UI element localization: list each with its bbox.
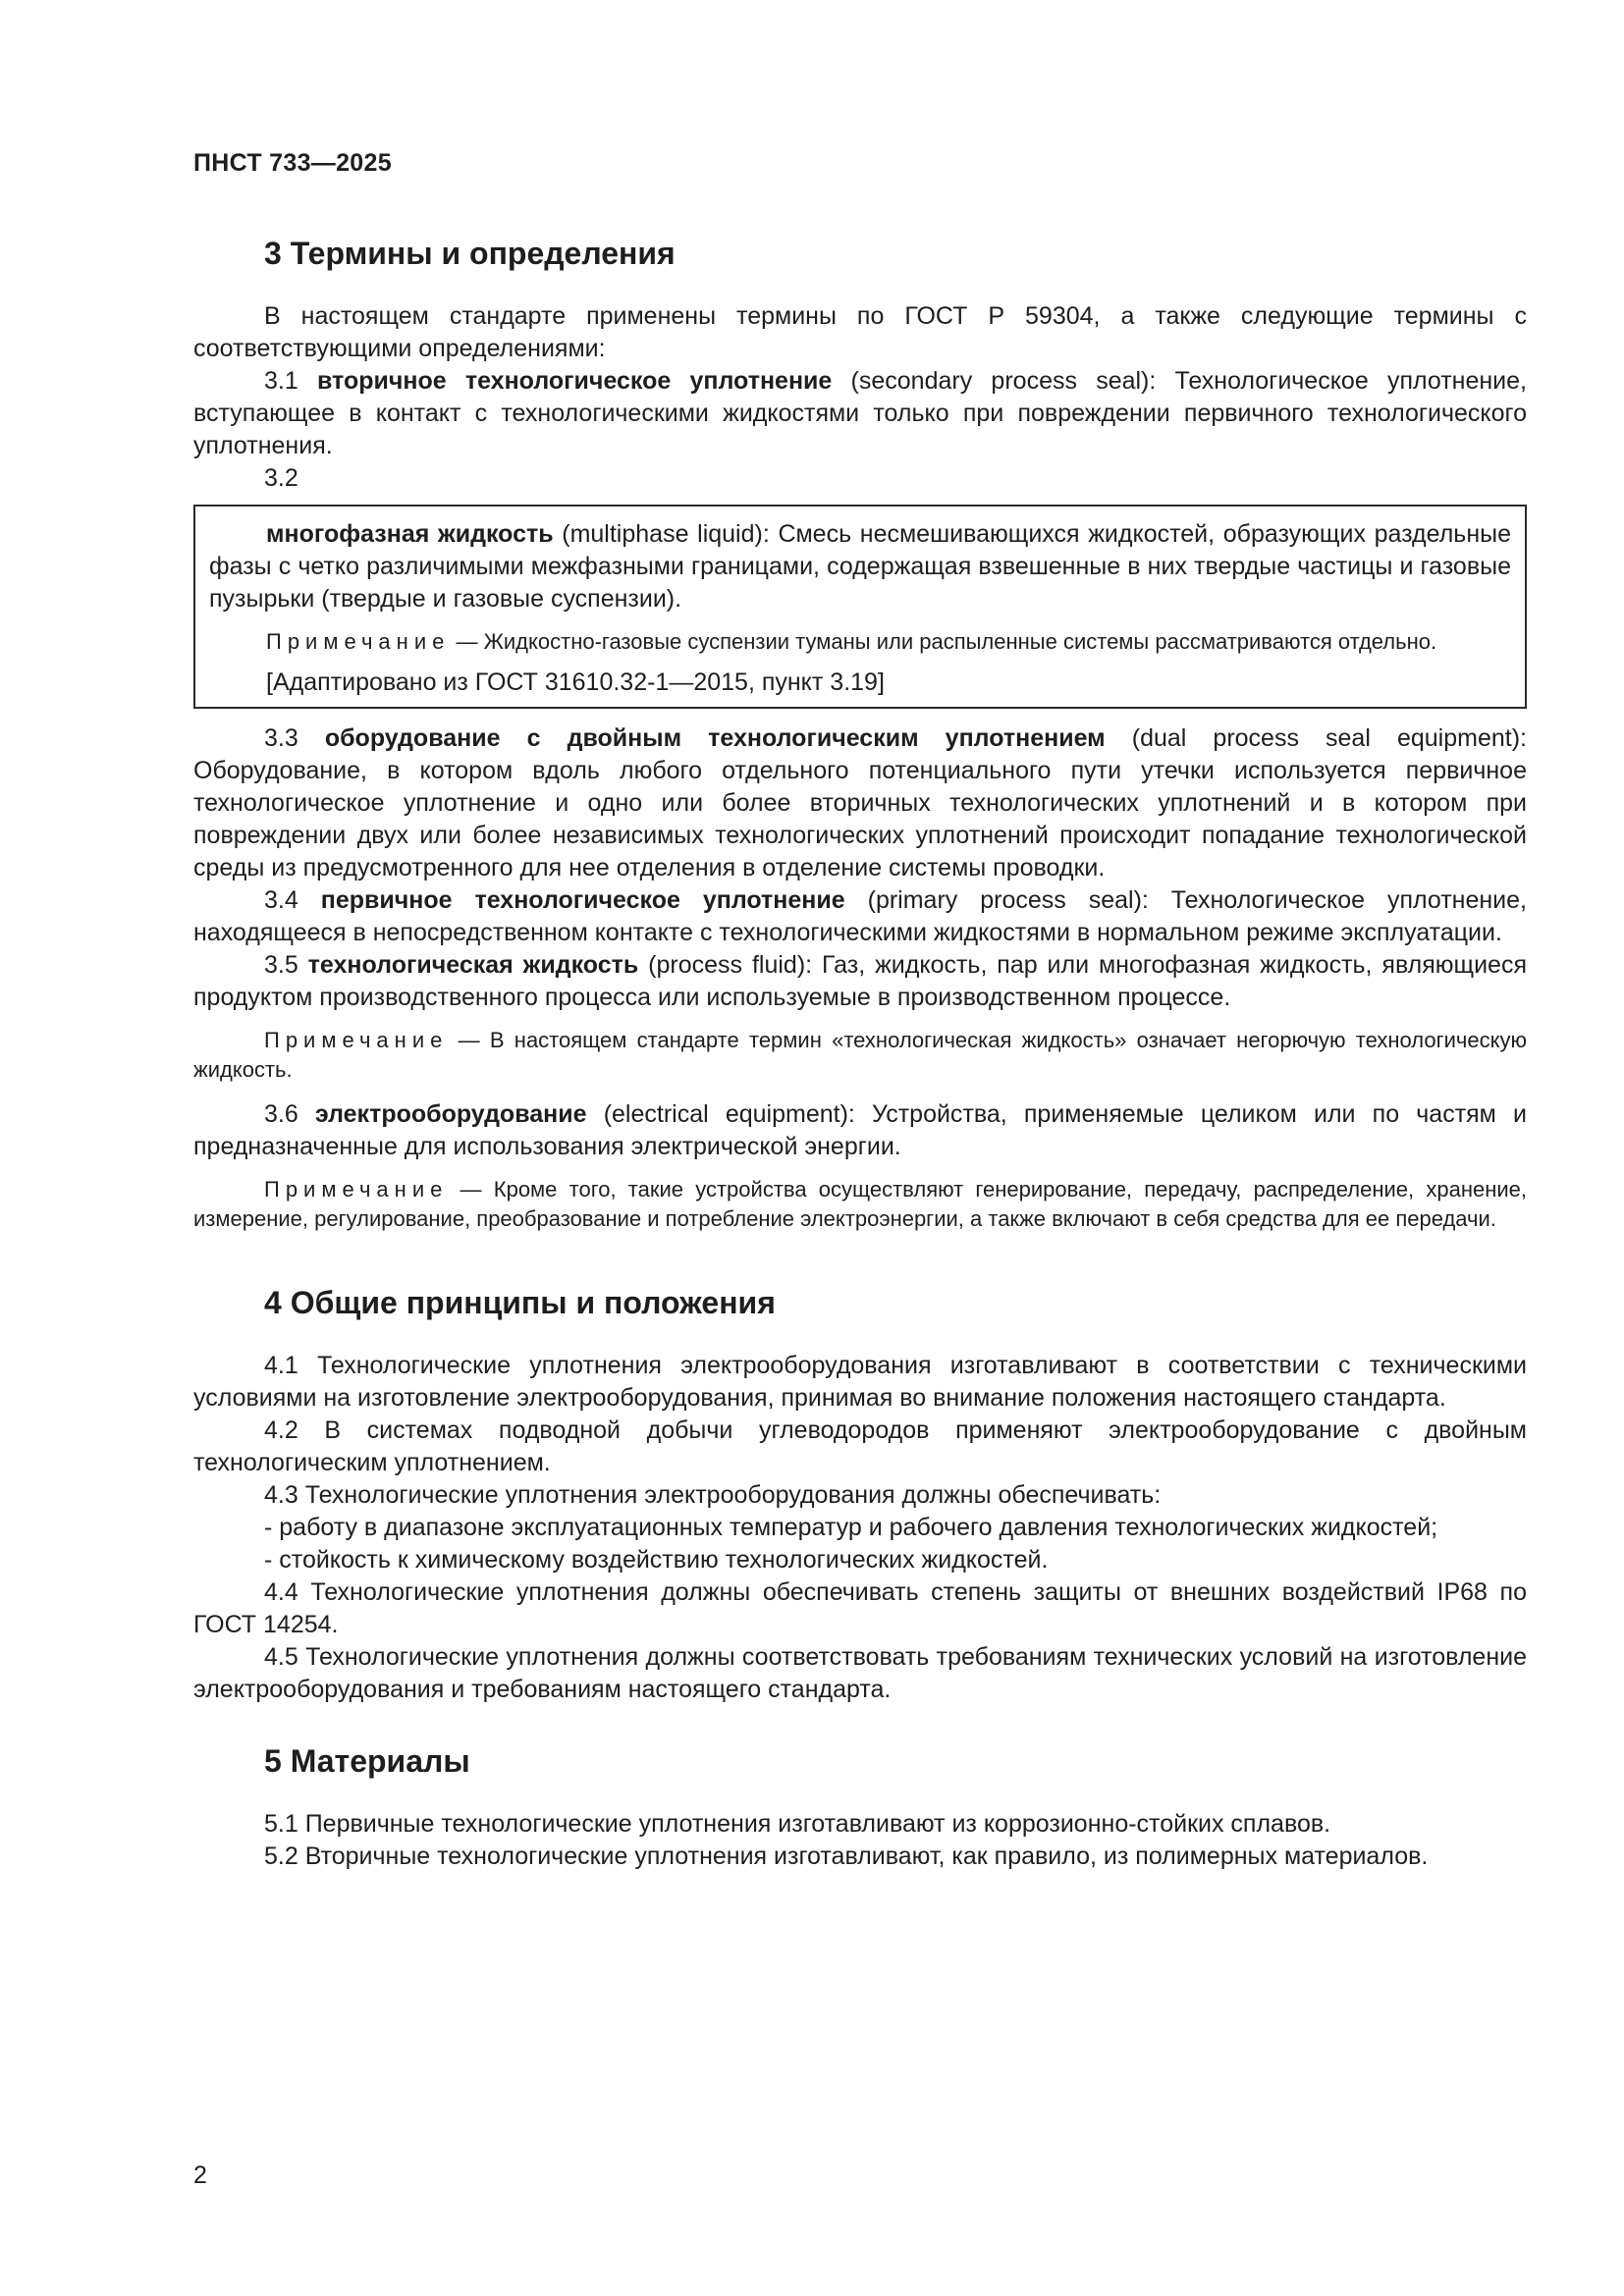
page-content bbox=[193, 234, 1527, 1873]
term-3-2-source: [Адаптировано из ГОСТ 31610.32-1—2015, пункт 3.19] bbox=[266, 668, 885, 696]
clause-4-4: 4.4 Технологические уплотнения должны обеспечивать степень защиты от внешних воздействий IP68 по ГОСТ 14254. bbox=[193, 1578, 1527, 1638]
note-label: Примечание bbox=[264, 1028, 449, 1052]
term-name: вторичное технологическое уплотнение bbox=[316, 367, 833, 395]
clause-4-2: 4.2 В системах подводной добычи углеводородов применяют электрооборудование с двойным технологическим уплотнением. bbox=[193, 1416, 1527, 1476]
term-3-2 bbox=[209, 518, 1511, 615]
page-number: 2 bbox=[193, 2162, 207, 2189]
term-3-3 bbox=[193, 722, 1527, 884]
clause-4-3-item-1: - работу в диапазоне эксплуатационных температур и рабочего давления технологических жидкостей; bbox=[264, 1514, 1438, 1541]
term-3-5 bbox=[193, 949, 1527, 1014]
term-name: электрооборудование bbox=[314, 1100, 587, 1128]
note-label: Примечание bbox=[266, 629, 451, 654]
term-name: оборудование с двойным технологическим уплотнением bbox=[324, 724, 1106, 752]
section-5-title: 5 Материалы bbox=[264, 1743, 470, 1779]
section-3-title: 3 Термины и определения bbox=[264, 236, 676, 271]
note-label: Примечание bbox=[264, 1177, 449, 1201]
term-3-6 bbox=[193, 1098, 1527, 1163]
term-definition: (secondary process seal): Технологическое уплотнение, вступающее в контакт с технологическими жидкостями только при повреждении первичного технологического уплотнения. bbox=[193, 367, 1527, 459]
term-definition: (primary process seal): Технологическое уплотнение, находящееся в непосредственном контакте с технологическими жидкостями в нормальном режиме эксплуатации. bbox=[193, 886, 1527, 946]
term-definition: (process fluid): Газ, жидкость, пар или многофазная жидкость, являющиеся продуктом производственного процесса или используемые в производственном процессе. bbox=[193, 951, 1527, 1011]
term-number: 3.6 bbox=[264, 1100, 315, 1128]
term-3-5-note bbox=[193, 1026, 1527, 1085]
term-number: 3.4 bbox=[264, 886, 321, 914]
note-text: — Кроме того, такие устройства осуществляют генерирование, передачу, распределение, хранение, измерение, регулирование, преобразование и потребление электроэнергии, а также включают в себя средства для ее передачи. bbox=[193, 1177, 1527, 1231]
term-3-2-box bbox=[193, 505, 1527, 709]
document-id: ПНСТ 733—2025 bbox=[193, 149, 392, 177]
term-definition: (multiphase liquid): Смесь несмешивающихся жидкостей, образующих раздельные фазы с четко различимыми межфазными границами, содержащая взвешенные в них твердые частицы и газовые пузырьки (твердые и газовые суспензии). bbox=[209, 520, 1511, 613]
term-3-4 bbox=[193, 884, 1527, 949]
term-name: технологическая жидкость bbox=[307, 951, 639, 979]
clause-4-5: 4.5 Технологические уплотнения должны соответствовать требованиям технических условий на изготовление электрооборудования и требованиям настоящего стандарта. bbox=[193, 1643, 1527, 1703]
note-text: — Жидкостно-газовые суспензии туманы или распыленные системы рассматриваются отдельно. bbox=[450, 629, 1437, 654]
term-name: многофазная жидкость bbox=[266, 520, 554, 548]
clause-4-3-item-2: - стойкость к химическому воздействию технологических жидкостей. bbox=[264, 1546, 1049, 1574]
clause-4-3: 4.3 Технологические уплотнения электрооборудования должны обеспечивать: bbox=[264, 1481, 1162, 1509]
term-number: 3.1 bbox=[264, 367, 317, 395]
section-4-title: 4 Общие принципы и положения bbox=[264, 1285, 776, 1320]
clause-5-1: 5.1 Первичные технологические уплотнения изготавливают из коррозионно-стойких сплавов. bbox=[264, 1810, 1331, 1838]
term-number: 3.3 bbox=[264, 724, 325, 752]
term-3-1 bbox=[193, 365, 1527, 462]
term-definition: (electrical equipment): Устройства, применяемые целиком или по частям и предназначенные для использования электрической энергии. bbox=[193, 1100, 1527, 1160]
clause-5-2: 5.2 Вторичные технологические уплотнения изготавливают, как правило, из полимерных материалов. bbox=[264, 1842, 1429, 1870]
term-definition: (dual process seal equipment): Оборудование, в котором вдоль любого отдельного потенциального пути утечки используется первичное технологическое уплотнение и одно или более вторичных технологических уплотнений и в котором при повреждении двух или более независимых технологических уплотнений происходит попадание технологической среды из предусмотренного для нее отделения в отделение системы проводки. bbox=[193, 724, 1527, 881]
term-3-2-note bbox=[209, 627, 1511, 657]
note-text: — В настоящем стандарте термин «технологическая жидкость» означает негорючую технологическую жидкость. bbox=[193, 1028, 1527, 1082]
section-3-intro: В настоящем стандарте применены термины по ГОСТ Р 59304, а также следующие термины с соответствующими определениями: bbox=[193, 302, 1527, 362]
term-3-2-number: 3.2 bbox=[264, 464, 298, 492]
term-3-6-note bbox=[193, 1175, 1527, 1234]
term-name: первичное технологическое уплотнение bbox=[320, 886, 845, 914]
term-number: 3.5 bbox=[264, 951, 308, 979]
clause-4-1: 4.1 Технологические уплотнения электрооборудования изготавливают в соответствии с техническими условиями на изготовление электрооборудования, принимая во внимание положения настоящего стандарта. bbox=[193, 1352, 1527, 1412]
